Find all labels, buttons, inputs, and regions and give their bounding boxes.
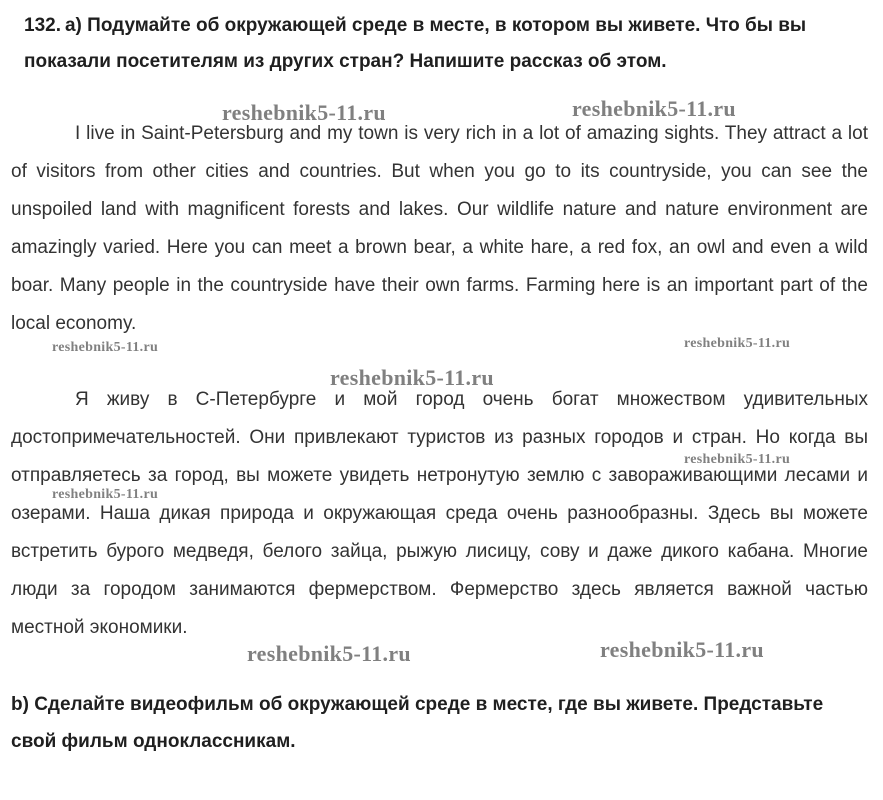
watermark: reshebnik5-11.ru — [247, 641, 411, 666]
task-a-heading — [24, 8, 874, 80]
watermark: reshebnik5-11.ru — [572, 96, 736, 121]
watermark: reshebnik5-11.ru — [600, 637, 764, 662]
watermark: reshebnik5-11.ru — [222, 100, 386, 125]
task-a-text: a) Подумайте об окружающей среде в месте, в котором вы живете. Что бы вы показали посетителям из других стран? Напишите рассказ об этом. — [24, 15, 807, 72]
task-number: 132. — [24, 15, 61, 36]
watermark: reshebnik5-11.ru — [52, 487, 159, 502]
english-text-paragraph: I live in Saint-Petersburg and my town is very rich in a lot of amazing sights. They attract a lot of visitors from other cities and countries. But when you go to its countryside, you can see the unspoiled land with magnificent forests and lakes. Our wildlife nature and nature environment are amazingly varied. Here you can meet a brown bear, a white hare, a red fox, an owl and even a wild boar. Many people in the countryside have their own farms. Farming here is an important part of the local economy. — [11, 123, 868, 334]
watermark: reshebnik5-11.ru — [52, 340, 159, 355]
watermark: reshebnik5-11.ru — [684, 452, 791, 467]
watermark: reshebnik5-11.ru — [684, 336, 791, 351]
watermark: reshebnik5-11.ru — [330, 365, 494, 390]
russian-text-paragraph: Я живу в С-Петербурге и мой город очень богат множеством удивительных достопримечательностей. Они привлекают туристов из разных городов и стран. Но когда вы отправляетесь за город, вы можете увидеть нетронутую землю с завораживающими лесами и озерами. Наша дикая природа и окружающая среда очень разнообразны. Здесь вы можете встретить бурого медведя, белого зайца, рыжую лисицу, сову и даже дикого кабана. Многие люди за городом занимаются фермерством. Фермерство здесь является важной частью местной экономики. — [11, 389, 868, 638]
task-b-heading: b) Сделайте видеофильм об окружающей среде в месте, где вы живете. Представьте свой фильм одноклассникам. — [11, 694, 824, 752]
